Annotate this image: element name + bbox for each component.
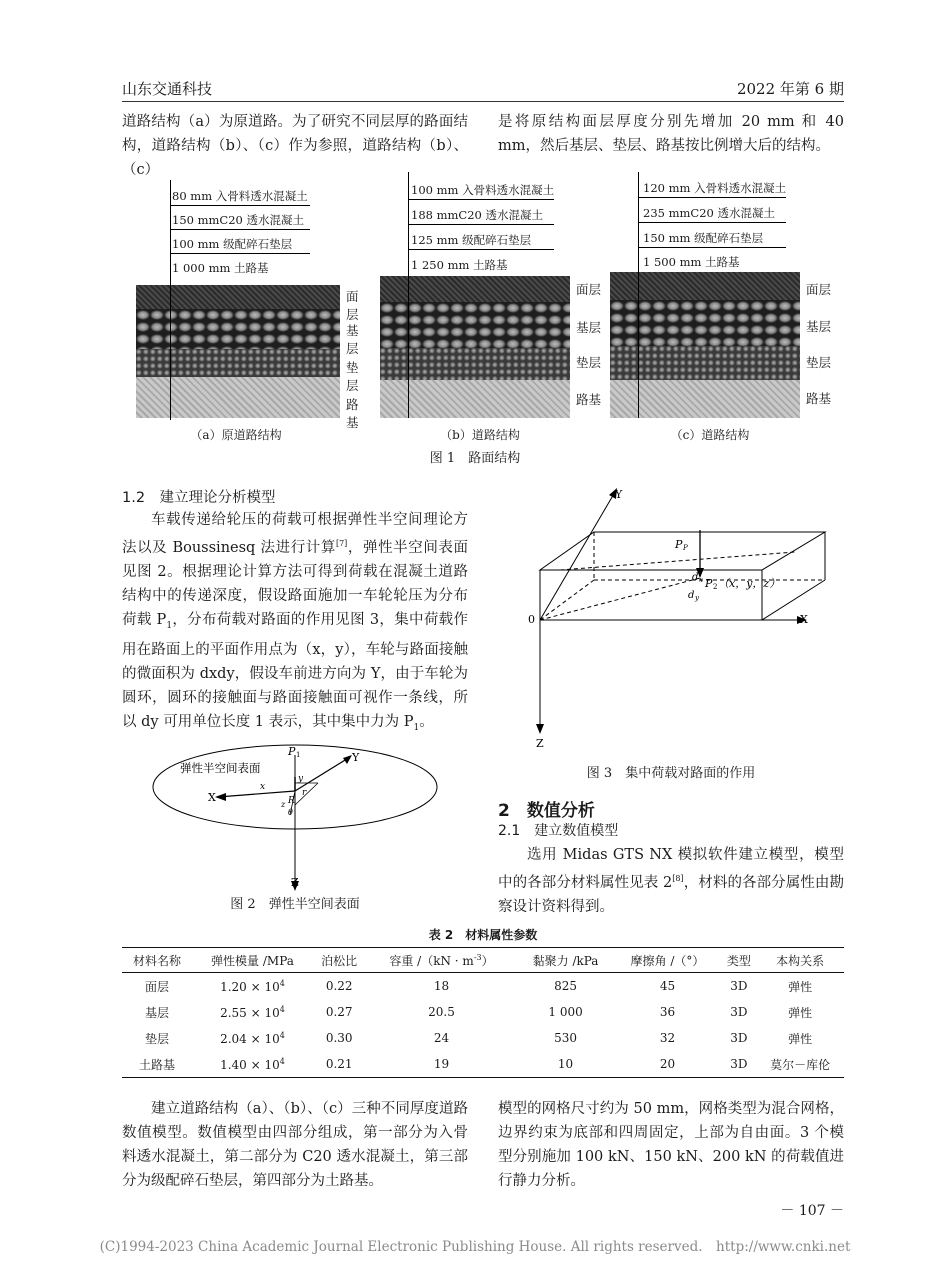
cell-poisson: 0.27 xyxy=(325,1005,353,1019)
column-header: 本构关系 xyxy=(756,948,844,973)
figure-3-diagram xyxy=(500,480,844,760)
cell-name: 垫层 xyxy=(145,1031,170,1046)
panel-a xyxy=(136,170,359,460)
cell-friction: 45 xyxy=(659,979,676,993)
figure-1-caption: 图 1 路面结构 xyxy=(429,451,521,466)
side-label: 面层 xyxy=(806,282,832,297)
intro-right: 是将原结构面层厚度分别先增加 20 mm 和 40 mm，然后基层、垫层、路基按比例增大后的结构。 xyxy=(498,114,844,154)
cell-modulus xyxy=(192,1025,313,1051)
header-rule xyxy=(122,101,844,102)
cell-cohesion: 1 000 xyxy=(548,1005,583,1019)
R-small-label: R xyxy=(288,796,295,806)
z-label: Z xyxy=(536,737,544,750)
y-small-label: y xyxy=(298,774,304,784)
base-layer xyxy=(136,309,340,349)
side-label: 路基 xyxy=(576,392,602,407)
cell-modulus xyxy=(192,973,313,1000)
dy-sub: y xyxy=(695,594,699,602)
pavement-image-b xyxy=(380,276,570,418)
table-row xyxy=(122,999,844,1025)
cell-modulus xyxy=(192,999,313,1025)
bottom-left-body: 建立道路结构（a）、（b）、（c）三种不同厚度道路数值模型。数值模型由四部分组成，第一部分为入骨料透水混凝土，第二部分为 C20 透水混凝土，第三部分为级配碎石垫层，第四部分为土路基。 xyxy=(122,1101,468,1189)
layer-label: 1 500 mm 土路基 xyxy=(643,255,740,269)
side-label: 路基 xyxy=(346,397,359,430)
side-label: 基层 xyxy=(346,323,359,356)
panel-c xyxy=(610,170,840,460)
cell-friction: 36 xyxy=(659,1005,676,1019)
layer-label: 100 mm 级配碎石垫层 xyxy=(172,237,293,251)
y-label: Y xyxy=(615,488,623,501)
x-label: X xyxy=(800,613,808,626)
table-header-row xyxy=(122,948,844,973)
column-header: 类型 xyxy=(721,948,756,973)
issue-number: 2022 年第 6 期 xyxy=(736,80,844,98)
column-header xyxy=(365,948,517,973)
pavement-image-c xyxy=(610,272,800,418)
pp-label: P xyxy=(675,538,683,551)
layer-label: 150 mmC20 透水混凝土 xyxy=(172,213,305,227)
figure-3-caption: 图 3 集中荷载对路面的作用 xyxy=(586,766,756,781)
table-row xyxy=(122,973,844,1000)
side-label: 基层 xyxy=(806,319,832,334)
figure-2-diagram xyxy=(140,735,460,895)
cell-unit-weight: 18 xyxy=(433,979,450,993)
x-label: X xyxy=(208,791,216,804)
cell-law: 弹性 xyxy=(788,1005,813,1020)
panel-b xyxy=(380,170,610,460)
modulus-exp: 4 xyxy=(279,1030,285,1040)
dx-sub: x xyxy=(699,576,703,584)
y-axis xyxy=(295,757,350,791)
r-small-label: r xyxy=(302,788,307,798)
modulus-exp: 4 xyxy=(279,978,285,988)
cell-law: 弹性 xyxy=(788,979,813,994)
layer-label: 150 mm 级配碎石垫层 xyxy=(643,231,764,245)
side-label: 垫层 xyxy=(346,360,359,393)
layer-rule xyxy=(408,249,554,250)
side-label: 基层 xyxy=(576,320,602,335)
dy-label: d xyxy=(688,590,695,601)
y-arrow xyxy=(343,755,352,764)
section-1-2-title: 1.2 建立理论分析模型 xyxy=(122,490,276,506)
side-label: 垫层 xyxy=(806,355,832,370)
column-header: 黏聚力 /kPa xyxy=(518,948,614,973)
layer-rule xyxy=(638,247,786,248)
layer-label: 100 mm 入骨料透水混凝土 xyxy=(411,183,555,197)
citation: [8] xyxy=(672,874,684,883)
dashed-line xyxy=(560,552,795,570)
layer-label: 80 mm 入骨料透水混凝土 xyxy=(172,189,308,203)
cushion-layer xyxy=(136,349,340,377)
layer-label: 120 mm 入骨料透水混凝土 xyxy=(643,181,787,195)
hidden-edge xyxy=(540,580,594,620)
side-label: 面层 xyxy=(346,289,359,322)
layer-rule xyxy=(638,197,786,198)
p2-sub: 2 xyxy=(713,583,718,591)
cell-type: 3D xyxy=(730,979,748,993)
cell-poisson: 0.22 xyxy=(325,979,353,993)
side-label: 垫层 xyxy=(576,355,602,370)
z-small-label: z xyxy=(281,800,286,809)
dashed-line xyxy=(540,578,700,620)
leader-line xyxy=(408,276,409,418)
modulus-value: 1.40 × 10 xyxy=(220,1057,280,1072)
x-small-label: x xyxy=(260,782,266,792)
y-label: Y xyxy=(352,751,360,764)
layer-rule xyxy=(408,199,554,200)
section-2-1-title: 2.1 建立数值模型 xyxy=(498,823,619,839)
subgrade-layer xyxy=(136,377,340,418)
body-text: 。 xyxy=(419,713,434,730)
cell-friction: 32 xyxy=(659,1031,676,1045)
table-row xyxy=(122,1051,844,1078)
cell-cohesion: 530 xyxy=(554,1031,578,1045)
modulus-value: 2.55 × 10 xyxy=(220,1005,280,1020)
layer-rule xyxy=(638,222,786,223)
subcaption-c: （c）道路结构 xyxy=(670,428,750,442)
layer-label: 1 000 mm 土路基 xyxy=(172,261,269,275)
x-axis xyxy=(218,791,295,797)
subscript: 1 xyxy=(413,722,420,733)
theta-label: θ xyxy=(288,808,293,817)
x-arrow xyxy=(215,793,226,801)
journal-name: 山东交通科技 xyxy=(122,80,213,98)
cell-unit-weight: 20.5 xyxy=(428,1005,455,1019)
layer-label: 1 250 mm 土路基 xyxy=(411,258,508,272)
section-1-2-body xyxy=(122,508,468,740)
leader-line xyxy=(638,272,639,418)
subcaption-a: （a）原道路结构 xyxy=(190,428,282,442)
cell-type: 3D xyxy=(730,1005,748,1019)
subscript: 1 xyxy=(166,620,173,631)
p2-coords: （x，y，z） xyxy=(718,577,781,590)
modulus-exp: 4 xyxy=(279,1004,285,1014)
cell-unit-weight: 24 xyxy=(433,1031,450,1045)
layer-label: 188 mmC20 透水混凝土 xyxy=(411,208,544,222)
cell-poisson: 0.30 xyxy=(325,1031,353,1045)
figure-2-caption: 图 2 弹性半空间表面 xyxy=(230,897,360,912)
modulus-value: 1.20 × 10 xyxy=(220,979,280,994)
cell-name: 基层 xyxy=(145,1005,170,1020)
z-label: Z xyxy=(291,876,299,889)
table-2 xyxy=(122,947,844,1078)
cell-name: 面层 xyxy=(145,979,170,994)
cell-name: 土路基 xyxy=(122,1051,192,1078)
pp-sub: P xyxy=(683,544,688,552)
modulus-exp: 4 xyxy=(279,1056,285,1066)
body-text: ，弹性半空间表面见图 2。根据理论计算方法可得到荷载在混凝土道路结构中的传递深度，假设路面施加一车轮轮压为分布荷载 P xyxy=(122,539,468,628)
body-text: ，材料的各部分属性由勘察设计资料得到。 xyxy=(498,874,844,915)
layer-rule xyxy=(170,253,310,254)
dx-label: d xyxy=(692,572,699,583)
modulus-value: 2.04 × 10 xyxy=(220,1031,280,1046)
layer-rule xyxy=(170,229,310,230)
subcaption-b: （b）道路结构 xyxy=(440,428,520,442)
origin-label: 0 xyxy=(528,613,535,626)
z-arrow xyxy=(536,724,544,734)
cell-type: 3D xyxy=(721,1051,756,1078)
layer-label: 235 mmC20 透水混凝土 xyxy=(643,206,776,220)
body-text: 选用 Midas GTS NX 模拟软件建立模型，模型中的各部分材料属性见表 2 xyxy=(498,847,844,891)
body-text: 车载传递给轮压的荷载可根据弹性半空间理论方法以及 Boussinesq 法进行计算 xyxy=(122,512,468,556)
section-2-title: 2 数值分析 xyxy=(498,801,595,821)
column-header: 摩擦角 /（°） xyxy=(614,948,722,973)
cell-cohesion: 10 xyxy=(518,1051,614,1078)
copyright-footer: (C)1994-2023 China Academic Journal Electronic Publishing House. All rights reserved. http://www.cnki.net xyxy=(99,1239,851,1255)
cell-type: 3D xyxy=(730,1031,748,1045)
column-header-text: 容重 /（kN · m xyxy=(389,953,474,968)
cell-law: 莫尔－库伦 xyxy=(756,1051,844,1078)
bottom-right-body: 模型的网格尺寸约为 50 mm，网格类型为混合网格，边界约束为底部和四周固定，上部为自由面。3 个模型分别施加 100 kN、150 kN、200 kN 的荷载值进行静力分析。 xyxy=(498,1101,844,1189)
surface-label: 弹性半空间表面 xyxy=(180,761,261,775)
layer-rule xyxy=(170,205,310,206)
side-label: 路基 xyxy=(806,391,832,406)
column-header-end: ） xyxy=(481,953,494,968)
cell-friction: 20 xyxy=(614,1051,722,1078)
citation: [7] xyxy=(335,539,348,548)
column-header: 泊松比 xyxy=(313,948,366,973)
layer-rule xyxy=(408,224,554,225)
layer-label: 125 mm 级配碎石垫层 xyxy=(411,233,532,247)
cell-law: 弹性 xyxy=(788,1031,813,1046)
figure-1 xyxy=(0,170,950,470)
cell-poisson: 0.21 xyxy=(313,1051,366,1078)
column-header: 弹性模量 /MPa xyxy=(192,948,313,973)
page-number: － 107 － xyxy=(780,1203,844,1219)
pavement-image-a xyxy=(136,285,340,418)
cell-cohesion: 825 xyxy=(554,979,578,993)
cell-modulus xyxy=(192,1051,313,1078)
p-label: P xyxy=(288,745,296,758)
p-sub: 1 xyxy=(296,751,301,759)
column-header-sup: -3 xyxy=(473,952,482,962)
cell-unit-weight: 19 xyxy=(365,1051,517,1078)
table-2-title: 表 2 材料属性参数 xyxy=(428,928,538,942)
table-row xyxy=(122,1025,844,1051)
body-text: ，分布荷载对路面的作用见图 3，集中荷载作用在路面上的平面作用点为（x，y），车轮与路面接触的微面积为 dxdy，假设车前进方向为 Y，由于车轮为圆环，圆环的接触面与路面接触面可视作一条线，所以 dy 可用单位长度 1 表示，其中集中力为 P xyxy=(122,611,468,730)
y-axis xyxy=(540,492,615,620)
r-line xyxy=(295,783,318,805)
leader-line xyxy=(170,285,171,418)
section-2-1-body xyxy=(498,843,844,919)
side-label: 面层 xyxy=(576,282,602,297)
p2-label: P xyxy=(705,577,713,590)
intro-left: 道路结构（a）为原道路。为了研究不同层厚的路面结构，道路结构（b）、（c）作为参照，道路结构（b）、（c） xyxy=(122,114,468,178)
column-header: 材料名称 xyxy=(122,948,192,973)
surface-layer xyxy=(136,285,340,309)
